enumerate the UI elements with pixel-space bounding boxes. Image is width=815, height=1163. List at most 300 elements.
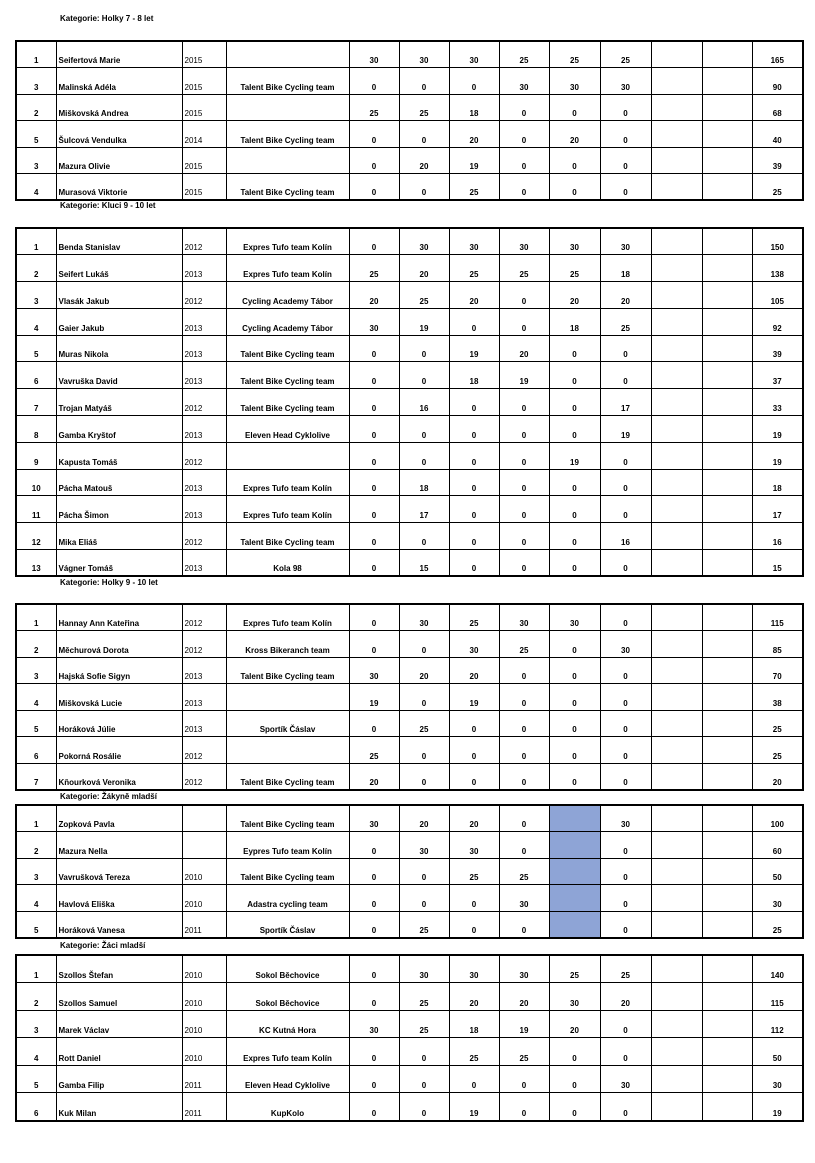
- race-points-cell: 30: [449, 631, 499, 658]
- table-row: [16, 604, 803, 631]
- table-row: [16, 858, 803, 885]
- race-points-cell: 0: [549, 94, 600, 121]
- total-points-cell: 30: [752, 885, 803, 912]
- team-cell: Adastra cycling team: [226, 885, 349, 912]
- race-points-cell: 25: [499, 41, 549, 68]
- race-points-cell: 0: [600, 362, 651, 389]
- total-points-cell: 30: [752, 1065, 803, 1093]
- race-points-cell: 30: [349, 657, 399, 684]
- team-cell: Eleven Head Cyklolive: [226, 416, 349, 443]
- race-points-cell: 0: [600, 469, 651, 496]
- rank-cell: 1: [16, 41, 56, 68]
- table-row: [16, 631, 803, 658]
- table-row: [16, 1093, 803, 1121]
- birth-year-cell: 2014: [182, 121, 226, 148]
- rank-cell: 4: [16, 684, 56, 711]
- rider-name-cell: Gaier Jakub: [56, 308, 182, 335]
- rank-cell: 6: [16, 362, 56, 389]
- race-points-cell: 25: [449, 174, 499, 201]
- race-points-cell: 25: [549, 255, 600, 282]
- race-points-cell: 30: [549, 228, 600, 255]
- rank-cell: 3: [16, 858, 56, 885]
- table-row: [16, 255, 803, 282]
- birth-year-cell: 2013: [182, 710, 226, 737]
- rider-name-cell: Kuk Milan: [56, 1093, 182, 1121]
- race-points-cell: 30: [600, 68, 651, 95]
- empty-race-cell: [651, 1010, 702, 1038]
- empty-race-cell: [651, 911, 702, 938]
- race-points-cell: [549, 832, 600, 859]
- race-points-cell: 0: [549, 764, 600, 791]
- empty-race-cell: [651, 1093, 702, 1121]
- birth-year-cell: 2012: [182, 523, 226, 550]
- team-cell: Talent Bike Cycling team: [226, 335, 349, 362]
- race-points-cell: 20: [449, 983, 499, 1011]
- empty-race-cell: [702, 983, 752, 1011]
- race-points-cell: 0: [499, 94, 549, 121]
- table-row: [16, 955, 803, 983]
- race-points-cell: 0: [349, 496, 399, 523]
- empty-race-cell: [702, 684, 752, 711]
- race-points-cell: 0: [600, 911, 651, 938]
- birth-year-cell: 2015: [182, 68, 226, 95]
- team-cell: Expres Tufo team Kolín: [226, 228, 349, 255]
- birth-year-cell: 2015: [182, 41, 226, 68]
- total-points-cell: 70: [752, 657, 803, 684]
- race-points-cell: 30: [499, 68, 549, 95]
- table-row: [16, 684, 803, 711]
- race-points-cell: 0: [349, 442, 399, 469]
- race-points-cell: 30: [399, 832, 449, 859]
- race-points-cell: 17: [600, 389, 651, 416]
- empty-race-cell: [702, 362, 752, 389]
- birth-year-cell: 2010: [182, 858, 226, 885]
- team-cell: Talent Bike Cycling team: [226, 858, 349, 885]
- race-points-cell: 20: [549, 282, 600, 309]
- rank-cell: 1: [16, 805, 56, 832]
- race-points-cell: 0: [399, 1093, 449, 1121]
- team-cell: Talent Bike Cycling team: [226, 389, 349, 416]
- race-points-cell: 25: [449, 858, 499, 885]
- empty-race-cell: [651, 147, 702, 174]
- race-points-cell: 0: [600, 442, 651, 469]
- race-points-cell: 0: [399, 335, 449, 362]
- race-points-cell: 0: [449, 68, 499, 95]
- race-points-cell: 0: [399, 631, 449, 658]
- race-points-cell: 19: [449, 147, 499, 174]
- race-points-cell: 0: [399, 523, 449, 550]
- empty-race-cell: [702, 335, 752, 362]
- rider-name-cell: Vlasák Jakub: [56, 282, 182, 309]
- total-points-cell: 115: [752, 604, 803, 631]
- race-points-cell: 0: [349, 631, 399, 658]
- table-row: [16, 228, 803, 255]
- race-points-cell: 0: [600, 737, 651, 764]
- race-points-cell: [549, 805, 600, 832]
- rider-name-cell: Kňourková Veronika: [56, 764, 182, 791]
- birth-year-cell: 2013: [182, 657, 226, 684]
- race-points-cell: 0: [399, 362, 449, 389]
- total-points-cell: 20: [752, 764, 803, 791]
- race-points-cell: 0: [499, 469, 549, 496]
- race-points-cell: 0: [449, 764, 499, 791]
- empty-race-cell: [702, 657, 752, 684]
- race-points-cell: 0: [399, 858, 449, 885]
- race-points-cell: 25: [549, 955, 600, 983]
- total-points-cell: 25: [752, 737, 803, 764]
- total-points-cell: 25: [752, 174, 803, 201]
- rank-cell: 13: [16, 550, 56, 577]
- empty-race-cell: [702, 389, 752, 416]
- race-points-cell: 0: [499, 1065, 549, 1093]
- race-points-cell: 0: [449, 416, 499, 443]
- rider-name-cell: Benda Stanislav: [56, 228, 182, 255]
- empty-race-cell: [651, 121, 702, 148]
- race-points-cell: 25: [349, 94, 399, 121]
- rank-cell: 1: [16, 955, 56, 983]
- table-row: [16, 764, 803, 791]
- rider-name-cell: Měchurová Dorota: [56, 631, 182, 658]
- empty-race-cell: [651, 955, 702, 983]
- team-cell: Talent Bike Cycling team: [226, 174, 349, 201]
- race-points-cell: 0: [399, 1065, 449, 1093]
- race-points-cell: 30: [349, 41, 399, 68]
- empty-race-cell: [651, 41, 702, 68]
- total-points-cell: 100: [752, 805, 803, 832]
- rider-name-cell: Miškovská Lucie: [56, 684, 182, 711]
- category-title-zakyne-mladsi: Kategorie: Žákyně mladší: [60, 792, 157, 801]
- birth-year-cell: 2015: [182, 147, 226, 174]
- rank-cell: 7: [16, 764, 56, 791]
- total-points-cell: 105: [752, 282, 803, 309]
- team-cell: Expres Tufo team Kolín: [226, 255, 349, 282]
- race-points-cell: 0: [449, 1065, 499, 1093]
- birth-year-cell: 2010: [182, 1038, 226, 1066]
- race-points-cell: 30: [499, 955, 549, 983]
- rider-name-cell: Pokorná Rosálie: [56, 737, 182, 764]
- birth-year-cell: 2012: [182, 631, 226, 658]
- race-points-cell: 20: [449, 657, 499, 684]
- race-points-cell: 20: [349, 764, 399, 791]
- table-row: [16, 335, 803, 362]
- rider-name-cell: Vágner Tomáš: [56, 550, 182, 577]
- rider-name-cell: Gamba Kryštof: [56, 416, 182, 443]
- race-points-cell: 0: [349, 121, 399, 148]
- rank-cell: 6: [16, 1093, 56, 1121]
- race-points-cell: 0: [549, 174, 600, 201]
- race-points-cell: 25: [449, 255, 499, 282]
- race-points-cell: 0: [499, 389, 549, 416]
- race-points-cell: 0: [600, 174, 651, 201]
- race-points-cell: 20: [399, 657, 449, 684]
- race-points-cell: 0: [349, 858, 399, 885]
- race-points-cell: 0: [549, 684, 600, 711]
- race-points-cell: 0: [399, 1038, 449, 1066]
- race-points-cell: 0: [499, 282, 549, 309]
- birth-year-cell: 2013: [182, 469, 226, 496]
- race-points-cell: 0: [549, 710, 600, 737]
- race-points-cell: 0: [449, 885, 499, 912]
- birth-year-cell: [182, 805, 226, 832]
- race-points-cell: 15: [399, 550, 449, 577]
- race-points-cell: 25: [449, 604, 499, 631]
- table-row: [16, 147, 803, 174]
- rider-name-cell: Šulcová Vendulka: [56, 121, 182, 148]
- race-points-cell: 0: [499, 764, 549, 791]
- race-points-cell: 0: [549, 523, 600, 550]
- birth-year-cell: 2012: [182, 282, 226, 309]
- birth-year-cell: 2012: [182, 604, 226, 631]
- empty-race-cell: [702, 858, 752, 885]
- rank-cell: 2: [16, 631, 56, 658]
- total-points-cell: 38: [752, 684, 803, 711]
- race-points-cell: 25: [499, 1038, 549, 1066]
- team-cell: [226, 147, 349, 174]
- race-points-cell: 20: [449, 282, 499, 309]
- race-points-cell: 30: [499, 228, 549, 255]
- rank-cell: 2: [16, 832, 56, 859]
- total-points-cell: 37: [752, 362, 803, 389]
- table-row: [16, 550, 803, 577]
- empty-race-cell: [702, 416, 752, 443]
- empty-race-cell: [651, 885, 702, 912]
- results-table-holky-7-8: [15, 40, 804, 201]
- birth-year-cell: 2015: [182, 174, 226, 201]
- race-points-cell: 0: [549, 496, 600, 523]
- total-points-cell: 19: [752, 442, 803, 469]
- team-cell: Talent Bike Cycling team: [226, 657, 349, 684]
- race-points-cell: 0: [349, 362, 399, 389]
- race-points-cell: 0: [549, 550, 600, 577]
- race-points-cell: 19: [499, 1010, 549, 1038]
- empty-race-cell: [702, 911, 752, 938]
- empty-race-cell: [702, 955, 752, 983]
- race-points-cell: 30: [449, 832, 499, 859]
- birth-year-cell: 2010: [182, 1010, 226, 1038]
- team-cell: Kross Bikeranch team: [226, 631, 349, 658]
- total-points-cell: 39: [752, 335, 803, 362]
- race-points-cell: 25: [399, 983, 449, 1011]
- race-points-cell: [549, 885, 600, 912]
- rider-name-cell: Pácha Matouš: [56, 469, 182, 496]
- team-cell: Expres Tufo team Kolín: [226, 604, 349, 631]
- race-points-cell: 0: [349, 1065, 399, 1093]
- category-title-zaci-mladsi: Kategorie: Žáci mladší: [60, 941, 146, 950]
- race-points-cell: 20: [399, 255, 449, 282]
- table-row: [16, 362, 803, 389]
- race-points-cell: 30: [399, 228, 449, 255]
- empty-race-cell: [702, 631, 752, 658]
- rank-cell: 4: [16, 885, 56, 912]
- rider-name-cell: Murasová Viktorie: [56, 174, 182, 201]
- team-cell: Kola 98: [226, 550, 349, 577]
- empty-race-cell: [702, 255, 752, 282]
- empty-race-cell: [651, 442, 702, 469]
- rider-name-cell: Kapusta Tomáš: [56, 442, 182, 469]
- table-row: [16, 282, 803, 309]
- race-points-cell: 0: [499, 550, 549, 577]
- race-points-cell: 25: [600, 955, 651, 983]
- team-cell: Eleven Head Cyklolive: [226, 1065, 349, 1093]
- empty-race-cell: [702, 550, 752, 577]
- race-points-cell: 30: [449, 955, 499, 983]
- race-points-cell: 0: [600, 550, 651, 577]
- race-points-cell: 25: [399, 94, 449, 121]
- total-points-cell: 85: [752, 631, 803, 658]
- empty-race-cell: [651, 805, 702, 832]
- rider-name-cell: Hajská Sofie Sigyn: [56, 657, 182, 684]
- rank-cell: 3: [16, 1010, 56, 1038]
- empty-race-cell: [651, 631, 702, 658]
- birth-year-cell: 2011: [182, 1093, 226, 1121]
- empty-race-cell: [702, 710, 752, 737]
- race-points-cell: 20: [399, 147, 449, 174]
- total-points-cell: 33: [752, 389, 803, 416]
- empty-race-cell: [651, 308, 702, 335]
- total-points-cell: 165: [752, 41, 803, 68]
- table-row: [16, 885, 803, 912]
- race-points-cell: 0: [399, 121, 449, 148]
- race-points-cell: 20: [600, 983, 651, 1011]
- race-points-cell: 0: [600, 121, 651, 148]
- race-points-cell: 0: [600, 885, 651, 912]
- race-points-cell: 25: [549, 41, 600, 68]
- race-points-cell: 25: [449, 1038, 499, 1066]
- empty-race-cell: [651, 858, 702, 885]
- empty-race-cell: [651, 469, 702, 496]
- rider-name-cell: Havlová Eliška: [56, 885, 182, 912]
- race-points-cell: 0: [499, 710, 549, 737]
- empty-race-cell: [702, 885, 752, 912]
- birth-year-cell: 2013: [182, 362, 226, 389]
- race-points-cell: 0: [449, 469, 499, 496]
- birth-year-cell: 2012: [182, 737, 226, 764]
- race-points-cell: 20: [349, 282, 399, 309]
- race-points-cell: 18: [449, 94, 499, 121]
- race-points-cell: 19: [449, 684, 499, 711]
- team-cell: [226, 684, 349, 711]
- birth-year-cell: 2015: [182, 94, 226, 121]
- team-cell: Sokol Běchovice: [226, 983, 349, 1011]
- empty-race-cell: [651, 496, 702, 523]
- rider-name-cell: Mika Eliáš: [56, 523, 182, 550]
- race-points-cell: 0: [600, 335, 651, 362]
- race-points-cell: 0: [349, 68, 399, 95]
- rank-cell: 3: [16, 147, 56, 174]
- table-row: [16, 174, 803, 201]
- race-points-cell: 0: [549, 469, 600, 496]
- race-points-cell: 25: [349, 737, 399, 764]
- total-points-cell: 40: [752, 121, 803, 148]
- race-points-cell: 0: [449, 442, 499, 469]
- race-points-cell: 20: [600, 282, 651, 309]
- race-points-cell: 0: [349, 335, 399, 362]
- empty-race-cell: [651, 737, 702, 764]
- race-points-cell: 0: [349, 1093, 399, 1121]
- empty-race-cell: [651, 657, 702, 684]
- empty-race-cell: [651, 684, 702, 711]
- empty-race-cell: [651, 255, 702, 282]
- results-table-zaci-mladsi: [15, 954, 804, 1122]
- empty-race-cell: [702, 147, 752, 174]
- race-points-cell: 0: [549, 1093, 600, 1121]
- total-points-cell: 50: [752, 1038, 803, 1066]
- race-points-cell: 19: [449, 1093, 499, 1121]
- race-points-cell: 0: [349, 911, 399, 938]
- team-cell: Sportík Čáslav: [226, 911, 349, 938]
- total-points-cell: 39: [752, 147, 803, 174]
- race-points-cell: 0: [499, 911, 549, 938]
- race-points-cell: 0: [499, 523, 549, 550]
- empty-race-cell: [702, 523, 752, 550]
- empty-race-cell: [702, 174, 752, 201]
- empty-race-cell: [702, 496, 752, 523]
- race-points-cell: 0: [499, 657, 549, 684]
- empty-race-cell: [702, 469, 752, 496]
- rank-cell: 8: [16, 416, 56, 443]
- rank-cell: 12: [16, 523, 56, 550]
- total-points-cell: 138: [752, 255, 803, 282]
- birth-year-cell: 2013: [182, 416, 226, 443]
- race-points-cell: 0: [600, 496, 651, 523]
- birth-year-cell: 2011: [182, 911, 226, 938]
- birth-year-cell: 2012: [182, 389, 226, 416]
- empty-race-cell: [651, 68, 702, 95]
- team-cell: Cycling Academy Tábor: [226, 308, 349, 335]
- rider-name-cell: Seifertová Marie: [56, 41, 182, 68]
- table-row: [16, 416, 803, 443]
- empty-race-cell: [651, 94, 702, 121]
- rank-cell: 5: [16, 121, 56, 148]
- birth-year-cell: 2013: [182, 308, 226, 335]
- rank-cell: 5: [16, 911, 56, 938]
- race-points-cell: 18: [449, 362, 499, 389]
- empty-race-cell: [651, 416, 702, 443]
- race-points-cell: 18: [399, 469, 449, 496]
- race-points-cell: [549, 858, 600, 885]
- race-points-cell: 0: [600, 710, 651, 737]
- table-row: [16, 983, 803, 1011]
- total-points-cell: 16: [752, 523, 803, 550]
- race-points-cell: 0: [449, 911, 499, 938]
- race-points-cell: 25: [499, 255, 549, 282]
- birth-year-cell: 2010: [182, 983, 226, 1011]
- race-points-cell: 30: [349, 1010, 399, 1038]
- results-table-holky-9-10: [15, 603, 804, 791]
- race-points-cell: 0: [399, 174, 449, 201]
- total-points-cell: 92: [752, 308, 803, 335]
- race-points-cell: 25: [600, 308, 651, 335]
- race-points-cell: 0: [499, 308, 549, 335]
- race-points-cell: 0: [349, 604, 399, 631]
- birth-year-cell: 2013: [182, 255, 226, 282]
- race-points-cell: 25: [399, 282, 449, 309]
- total-points-cell: 60: [752, 832, 803, 859]
- race-points-cell: 0: [499, 684, 549, 711]
- race-points-cell: 0: [449, 523, 499, 550]
- race-points-cell: 30: [600, 805, 651, 832]
- race-points-cell: 0: [349, 228, 399, 255]
- empty-race-cell: [651, 1038, 702, 1066]
- race-points-cell: 20: [549, 1010, 600, 1038]
- race-points-cell: 0: [549, 657, 600, 684]
- empty-race-cell: [702, 1093, 752, 1121]
- race-points-cell: 0: [399, 885, 449, 912]
- empty-race-cell: [702, 832, 752, 859]
- race-points-cell: 30: [399, 955, 449, 983]
- race-points-cell: 25: [349, 255, 399, 282]
- rider-name-cell: Muras Nikola: [56, 335, 182, 362]
